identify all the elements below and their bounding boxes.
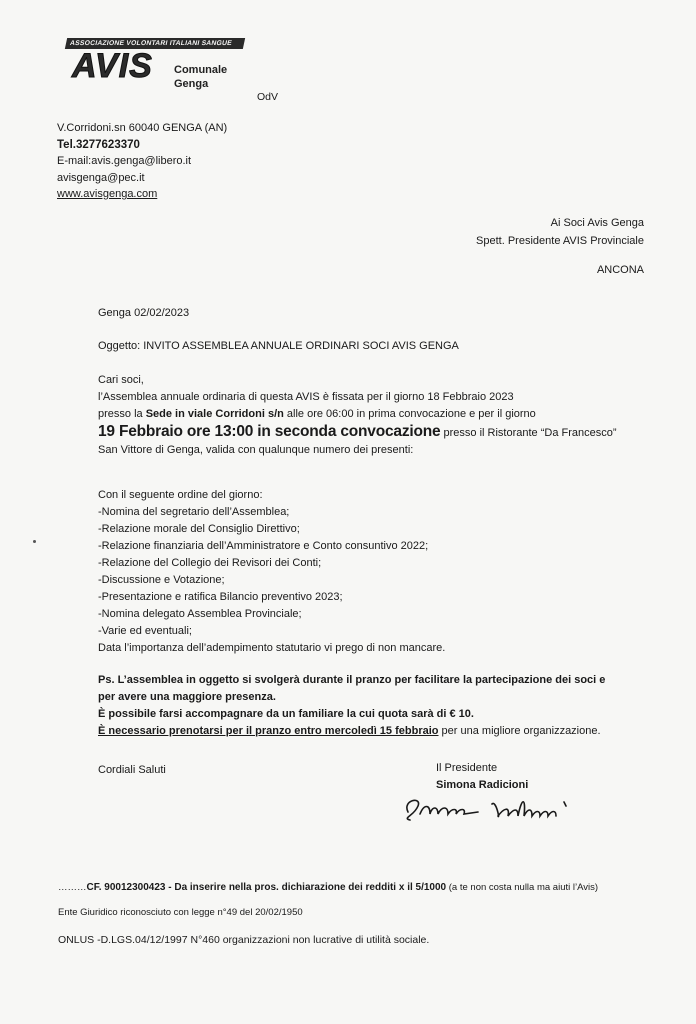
association-bar: ASSOCIAZIONE VOLONTARI ITALIANI SANGUE bbox=[65, 38, 245, 49]
website-link[interactable]: www.avisgenga.com bbox=[57, 188, 158, 200]
odv-label: OdV bbox=[257, 91, 279, 103]
footer-onlus: ONLUS -D.LGS.04/12/1997 N°460 organizzazioni non lucrative di utilità sociale. bbox=[58, 934, 430, 946]
ps-line2: per avere una maggiore presenza. bbox=[98, 691, 276, 703]
president-title: Il Presidente bbox=[436, 762, 498, 774]
logo-sub-line1: Comunale bbox=[174, 64, 228, 76]
letter-subject: Oggetto: INVITO ASSEMBLEA ANNUALE ORDINARI SOCI AVIS GENGA bbox=[98, 340, 459, 352]
pec-email: avisgenga@pec.it bbox=[57, 171, 145, 184]
address: V.Corridoni.sn 60040 GENGA (AN) bbox=[57, 122, 228, 134]
recipient-line2: Spett. Presidente AVIS Provinciale bbox=[476, 235, 644, 247]
ps-line1: Ps. L’assemblea in oggetto si svolgerà durante il pranzo per facilitare la partecipazione dei soci e bbox=[98, 674, 606, 686]
intro-line3 bbox=[98, 423, 658, 442]
agenda-item: -Discussione e Votazione; bbox=[98, 574, 225, 586]
ps-line3: È possibile farsi accompagnare da un familiare la cui quota sarà di € 10. bbox=[98, 708, 474, 720]
agenda-item: -Varie ed eventuali; bbox=[98, 625, 192, 637]
agenda-item: -Relazione del Collegio dei Revisori dei Conti; bbox=[98, 557, 322, 569]
postscript bbox=[98, 672, 658, 740]
contact-block bbox=[57, 120, 227, 203]
letter-intro bbox=[98, 372, 658, 459]
scan-speck bbox=[33, 540, 36, 543]
intro3-post: presso il Ristorante “Da Francesco” bbox=[440, 427, 617, 439]
cf-dots: ……… bbox=[58, 882, 87, 893]
email: E-mail:avis.genga@libero.it bbox=[57, 155, 192, 167]
closing: Cordiali Saluti bbox=[98, 764, 166, 776]
greeting: Cari soci, bbox=[98, 374, 144, 386]
logo-subtitle bbox=[174, 63, 227, 91]
intro2-post: alle ore 06:00 in prima convocazione e per il giorno bbox=[283, 408, 536, 420]
agenda-close: Data l’importanza dell’adempimento statutario vi prego di non mancare. bbox=[98, 642, 446, 654]
avis-logo bbox=[66, 38, 256, 90]
agenda-item: -Nomina del segretario dell’Assemblea; bbox=[98, 506, 290, 518]
agenda-item: -Relazione finanziaria dell’Amministratore e Conto consuntivo 2022; bbox=[98, 540, 429, 552]
recipient-city: ANCONA bbox=[596, 264, 644, 276]
logo-sub-line2: Genga bbox=[174, 78, 209, 90]
second-convocation: 19 Febbraio ore 13:00 in seconda convocazione bbox=[98, 423, 441, 440]
agenda-item: -Presentazione e ratifica Bilancio preventivo 2023; bbox=[98, 591, 343, 603]
intro-line4: San Vittore di Genga, valida con qualunque numero dei presenti: bbox=[98, 444, 414, 456]
agenda-item: -Nomina delegato Assemblea Provinciale; bbox=[98, 608, 302, 620]
agenda-item: -Relazione morale del Consiglio Direttivo; bbox=[98, 523, 300, 535]
telephone: Tel.3277623370 bbox=[57, 138, 140, 151]
cf-note: (a te non costa nulla ma aiuti l’Avis) bbox=[446, 882, 599, 893]
logo-word: AVIS bbox=[72, 47, 153, 85]
letter-date: Genga 02/02/2023 bbox=[98, 307, 190, 319]
footer-ente: Ente Giuridico riconosciuto con legge n°49 del 20/02/1950 bbox=[58, 907, 303, 918]
intro-line2 bbox=[98, 406, 658, 423]
agenda bbox=[98, 487, 658, 657]
president-block bbox=[436, 760, 528, 794]
ps4-post: per una migliore organizzazione. bbox=[438, 725, 601, 737]
ps-line4 bbox=[98, 723, 658, 740]
ps4-underlined: È necessario prenotarsi per il pranzo entro mercoledì 15 febbraio bbox=[98, 725, 439, 737]
handwritten-signature bbox=[400, 790, 600, 824]
intro2-bold: Sede in viale Corridoni s/n bbox=[145, 408, 284, 420]
agenda-title: Con il seguente ordine del giorno: bbox=[98, 489, 263, 501]
cf-text: CF. 90012300423 - Da inserire nella pros. dichiarazione dei redditi x il 5/1000 bbox=[86, 882, 447, 893]
footer-cf bbox=[58, 881, 668, 894]
intro-line1: l’Assemblea annuale ordinaria di questa AVIS è fissata per il giorno 18 Febbraio 2023 bbox=[98, 391, 514, 403]
intro2-pre: presso la bbox=[98, 408, 146, 420]
president-name: Simona Radicioni bbox=[436, 779, 529, 791]
recipient-line1: Ai Soci Avis Genga bbox=[550, 217, 644, 229]
recipients bbox=[476, 214, 644, 250]
